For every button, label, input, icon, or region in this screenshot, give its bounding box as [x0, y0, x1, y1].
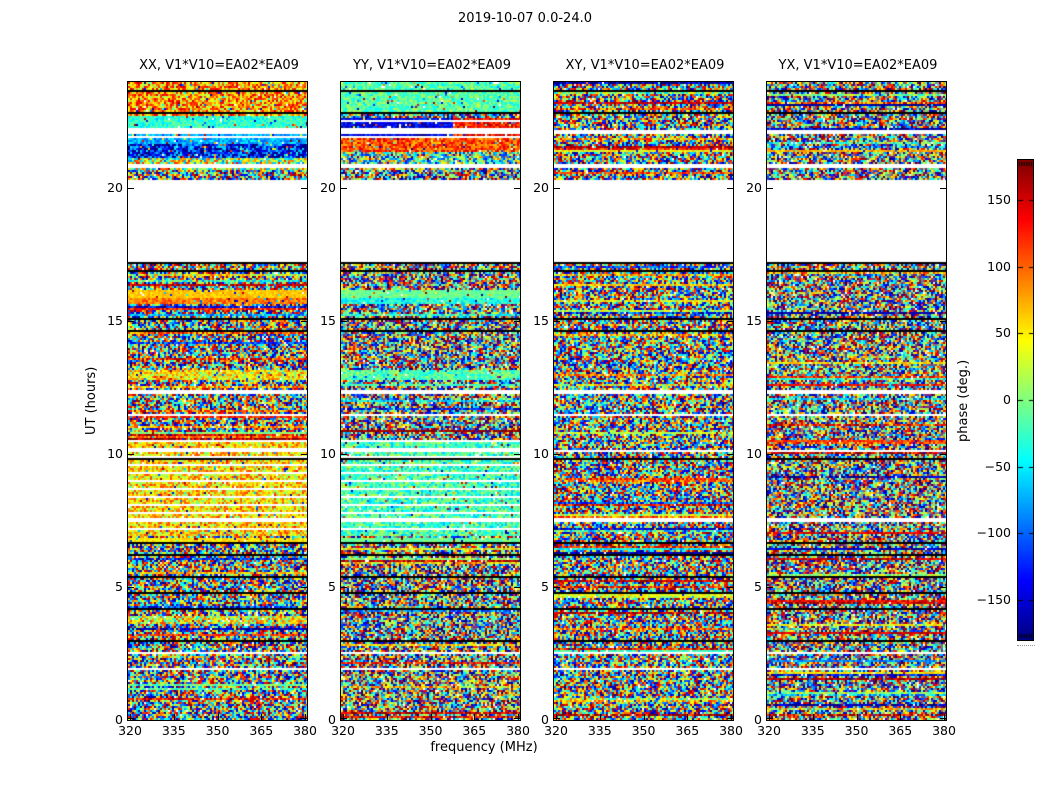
y-tick-label: 20 [533, 180, 549, 196]
x-tick-label: 320 [118, 723, 142, 738]
y-tick-label: 20 [320, 180, 336, 196]
y-tick-label: 15 [320, 313, 336, 329]
y-tick-label: 10 [533, 446, 549, 462]
heatmap-canvas-xx [128, 82, 307, 720]
y-tick-mark [767, 188, 773, 189]
panel-title-yy: YY, V1*V10=EA02*EA09 [353, 58, 511, 73]
x-tick-mark [431, 714, 432, 720]
y-tick-label: 0 [541, 712, 549, 727]
y-tick-mark [128, 321, 134, 322]
colorbar [1017, 159, 1034, 641]
colorbar-tick-label: 0 [1003, 392, 1011, 407]
x-tick-mark [130, 714, 131, 720]
colorbar-tick-label: 150 [987, 192, 1011, 207]
y-tick-label: 5 [754, 579, 762, 595]
y-tick-label: 20 [107, 180, 123, 196]
x-axis-label: frequency (MHz) [430, 740, 538, 755]
y-tick-mark [767, 718, 773, 719]
colorbar-minor-ticks [1017, 645, 1035, 646]
heatmap-panel-yx [766, 81, 947, 721]
x-tick-label: 365 [888, 723, 913, 738]
heatmap-panel-xx [127, 81, 308, 721]
y-tick-mark [554, 587, 560, 588]
heatmap-canvas-yy [341, 82, 520, 720]
x-tick-label: 380 [932, 723, 956, 738]
y-tick-label: 0 [754, 712, 762, 727]
colorbar-gradient [1018, 160, 1033, 640]
x-tick-label: 335 [800, 723, 825, 738]
colorbar-tick-label: 50 [995, 325, 1011, 341]
x-tick-label: 335 [161, 723, 186, 738]
y-tick-mark [341, 188, 347, 189]
colorbar-tick-label: −100 [976, 525, 1011, 541]
y-tick-label: 10 [746, 446, 762, 462]
y-tick-label: 15 [533, 313, 549, 329]
x-tick-mark [857, 714, 858, 720]
x-tick-label: 335 [587, 723, 612, 738]
y-tick-label: 5 [115, 579, 123, 595]
x-tick-label: 365 [462, 723, 487, 738]
x-tick-mark [387, 714, 388, 720]
x-tick-mark [687, 714, 688, 720]
figure-title: 2019-10-07 0.0-24.0 [458, 11, 592, 26]
colorbar-tick-label: −150 [976, 592, 1011, 607]
x-tick-mark [769, 714, 770, 720]
heatmap-panel-xy [553, 81, 734, 721]
y-tick-mark [554, 321, 560, 322]
y-tick-mark [767, 454, 773, 455]
x-tick-mark [343, 714, 344, 720]
x-tick-label: 320 [757, 723, 781, 738]
y-tick-mark [940, 454, 946, 455]
x-tick-mark [644, 714, 645, 720]
y-tick-mark [128, 718, 134, 719]
x-tick-label: 365 [249, 723, 274, 738]
x-tick-label: 380 [719, 723, 743, 738]
x-tick-mark [218, 714, 219, 720]
y-tick-label: 5 [541, 579, 549, 595]
x-tick-label: 380 [506, 723, 530, 738]
y-tick-mark [940, 587, 946, 588]
y-tick-mark [940, 321, 946, 322]
y-tick-mark [554, 188, 560, 189]
x-tick-label: 350 [418, 723, 443, 738]
panel-title-xx: XX, V1*V10=EA02*EA09 [139, 58, 299, 73]
y-tick-label: 0 [328, 712, 336, 727]
y-tick-mark [128, 188, 134, 189]
panel-title-yx: YX, V1*V10=EA02*EA09 [778, 58, 938, 73]
y-tick-mark [767, 587, 773, 588]
x-tick-mark [474, 714, 475, 720]
y-tick-label: 10 [320, 446, 336, 462]
y-tick-mark [554, 454, 560, 455]
x-tick-label: 380 [293, 723, 317, 738]
y-tick-mark [767, 321, 773, 322]
x-tick-label: 350 [205, 723, 230, 738]
y-tick-label: 0 [115, 712, 123, 727]
y-tick-mark [128, 454, 134, 455]
y-tick-label: 20 [746, 180, 762, 196]
heatmap-panel-yy [340, 81, 521, 721]
x-tick-mark [813, 714, 814, 720]
y-tick-mark [341, 718, 347, 719]
x-tick-label: 320 [544, 723, 568, 738]
colorbar-tick-label: −50 [984, 458, 1011, 474]
x-tick-label: 350 [844, 723, 869, 738]
y-tick-mark [940, 718, 946, 719]
y-tick-label: 15 [107, 313, 123, 329]
y-tick-label: 15 [746, 313, 762, 329]
x-tick-label: 365 [675, 723, 700, 738]
x-tick-mark [900, 714, 901, 720]
y-tick-label: 10 [107, 446, 123, 462]
y-axis-label: UT (hours) [84, 366, 99, 436]
y-tick-mark [940, 188, 946, 189]
y-tick-mark [554, 718, 560, 719]
panel-title-xy: XY, V1*V10=EA02*EA09 [565, 58, 725, 73]
x-tick-label: 320 [331, 723, 355, 738]
x-tick-label: 335 [374, 723, 399, 738]
x-tick-mark [174, 714, 175, 720]
x-tick-label: 350 [631, 723, 656, 738]
x-tick-mark [261, 714, 262, 720]
heatmap-canvas-yx [767, 82, 946, 720]
y-tick-mark [128, 587, 134, 588]
x-tick-mark [600, 714, 601, 720]
colorbar-tick-label: 100 [987, 258, 1011, 274]
heatmap-canvas-xy [554, 82, 733, 720]
x-tick-mark [944, 714, 945, 720]
y-tick-mark [341, 587, 347, 588]
y-tick-mark [341, 321, 347, 322]
x-tick-mark [556, 714, 557, 720]
colorbar-label: phase (deg.) [956, 359, 971, 443]
y-tick-label: 5 [328, 579, 336, 595]
y-tick-mark [341, 454, 347, 455]
